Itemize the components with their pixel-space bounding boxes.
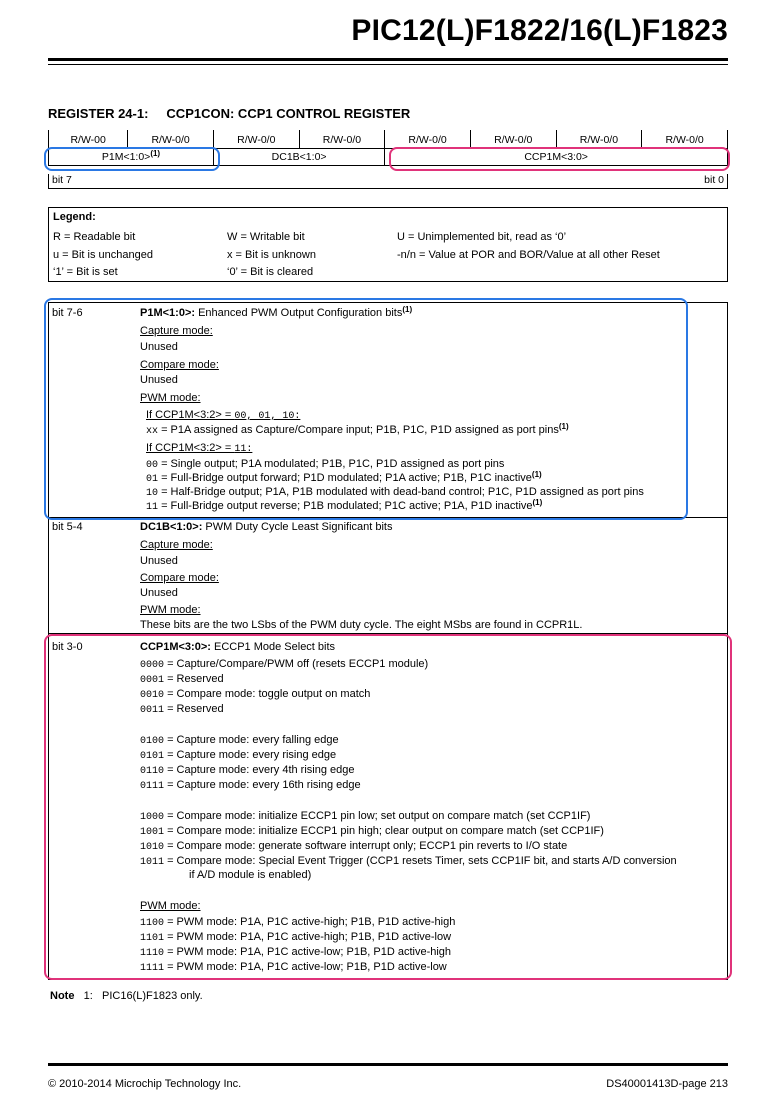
dc1b-pwm-label: PWM mode: [140,604,201,616]
bits-7-6-label: bit 7-6 [52,307,83,319]
highlight-p1m-field [44,147,220,171]
register-title [48,106,410,121]
p1m-capture-value: Unused [140,341,178,353]
access-bit2: R/W-0/0 [470,130,556,149]
legend-item: x = Bit is unknown [227,249,316,261]
footer-doc-number: DS40001413D-page 213 [606,1078,728,1090]
field-ccp1m: CCP1M<3:0> [385,149,728,166]
note-1: Note 1: PIC16(L)F1823 only. [50,990,203,1002]
access-bit1: R/W-0/0 [556,130,642,149]
p1m-pwm-label: PWM mode: [140,392,201,404]
legend-item: -n/n = Value at POR and BOR/Value at all other Reset [397,249,660,261]
access-bit7: R/W-00 [49,130,128,149]
ccp1m-mode-item: 1000 = Compare mode: initialize ECCP1 pin low; set output on compare match (set CCP1IF) [140,810,591,823]
page-title: PIC12(L)F1822/16(L)F1823 [351,14,728,47]
footer-rule [48,1063,728,1066]
bits-5-4-label: bit 5-4 [52,521,83,533]
ccp1m-mode-item: 0010 = Compare mode: toggle output on match [140,688,371,701]
dc1b-compare-label: Compare mode: [140,572,219,584]
access-bit4: R/W-0/0 [299,130,385,149]
dc1b-compare-value: Unused [140,587,178,599]
ccp1m-mode-item: 0110 = Capture mode: every 4th rising edge [140,764,355,777]
ccp1m-mode-item: 1110 = PWM mode: P1A, P1C active-low; P1B, P1D active-high [140,946,452,959]
dc1b-capture-value: Unused [140,555,178,567]
p1m-condition-2: If CCP1M<3:2> = 11: [146,442,253,455]
ccp1m-mode-item: 0111 = Capture mode: every 16th rising edge [140,779,361,792]
ccp1m-heading: CCP1M<3:0>: ECCP1 Mode Select bits [140,641,336,653]
p1m-capture-label: Capture mode: [140,325,213,337]
p1m-cond2-item: 00 = Single output; P1A modulated; P1B, P1C, P1D assigned as port pins [146,458,505,471]
ccp1m-mode-continuation: if A/D module is enabled) [189,869,312,881]
ccp1m-pwm-label: PWM mode: [140,900,201,912]
ccp1m-mode-item: 1101 = PWM mode: P1A, P1C active-high; P1B, P1D active-low [140,931,452,944]
access-bit5: R/W-0/0 [213,130,299,149]
ccp1m-mode-item: 1001 = Compare mode: initialize ECCP1 pin high; clear output on compare match (set CCP1IF) [140,825,604,838]
legend-item: u = Bit is unchanged [53,249,153,261]
ccp1m-mode-item: 1100 = PWM mode: P1A, P1C active-high; P1B, P1D active-high [140,916,456,929]
legend-item: ‘0’ = Bit is cleared [227,266,314,278]
register-label: REGISTER 24-1: [48,106,149,121]
p1m-compare-label: Compare mode: [140,359,219,371]
bits-3-0-label: bit 3-0 [52,641,83,653]
dc1b-heading: DC1B<1:0>: PWM Duty Cycle Least Significant bits [140,521,393,533]
ccp1m-mode-item: 0001 = Reserved [140,673,224,686]
bit-high-label: bit 7 [52,174,72,186]
dc1b-capture-label: Capture mode: [140,539,213,551]
ccp1m-mode-item: 0101 = Capture mode: every rising edge [140,749,337,762]
bit-range-row [48,174,728,189]
highlight-ccp1m-field [389,147,730,171]
legend-box [48,207,728,282]
p1m-cond2-item: 10 = Half-Bridge output; P1A, P1B modulated with dead-band control; P1C, P1D assigned as port pins [146,486,644,499]
ccp1m-mode-item: 1010 = Compare mode: generate software interrupt only; ECCP1 pin reverts to I/O state [140,840,568,853]
ccp1m-mode-item: 1011 = Compare mode: Special Event Trigger (CCP1 resets Timer, sets CCP1IF bit, and starts A/D conversion [140,855,677,868]
access-bit0: R/W-0/0 [642,130,728,149]
highlight-p1m-description [44,298,688,520]
ccp1m-mode-item: 0011 = Reserved [140,703,224,716]
access-bit6: R/W-0/0 [128,130,214,149]
p1m-compare-value: Unused [140,374,178,386]
legend-item: R = Readable bit [53,231,136,243]
highlight-ccp1m-description [44,634,732,980]
ccp1m-mode-item: 0000 = Capture/Compare/PWM off (resets ECCP1 module) [140,658,429,671]
p1m-cond2-item: 01 = Full-Bridge output forward; P1D modulated; P1A active; P1B, P1C inactive$^{(1)}$ [146,470,542,485]
field-p1m: P1M<1:0>$^{(1)}$ [49,149,214,166]
legend-item: U = Unimplemented bit, read as ‘0’ [397,231,567,243]
legend-title: Legend: [53,211,96,223]
p1m-cond1-item: xx = P1A assigned as Capture/Compare input; P1B, P1C, P1D assigned as port pins$^{(1)}$ [146,422,569,437]
legend-item: W = Writable bit [227,231,305,243]
p1m-heading: P1M<1:0>: Enhanced PWM Output Configuration bits$^{(1)}$ [140,305,413,319]
p1m-cond2-item: 11 = Full-Bridge output reverse; P1B modulated; P1C active; P1A, P1D inactive$^{(1)}$ [146,498,543,513]
footer-copyright: © 2010-2014 Microchip Technology Inc. [48,1078,242,1090]
access-bit3: R/W-0/0 [385,130,471,149]
ccp1m-mode-item: 0100 = Capture mode: every falling edge [140,734,339,747]
p1m-condition-1: If CCP1M<3:2> = 00, 01, 10: [146,409,301,422]
ccp1m-mode-item: 1111 = PWM mode: P1A, P1C active-low; P1B, P1D active-low [140,961,447,974]
legend-item: ‘1’ = Bit is set [53,266,118,278]
bit-low-label: bit 0 [704,174,724,186]
register-name: CCP1CON: CCP1 CONTROL REGISTER [166,106,411,121]
field-dc1b: DC1B<1:0> [213,149,384,166]
header-rule-thin [48,64,728,65]
header-rule [48,58,728,61]
dc1b-pwm-value: These bits are the two LSbs of the PWM duty cycle. The eight MSbs are found in CCPR1L. [140,619,583,631]
